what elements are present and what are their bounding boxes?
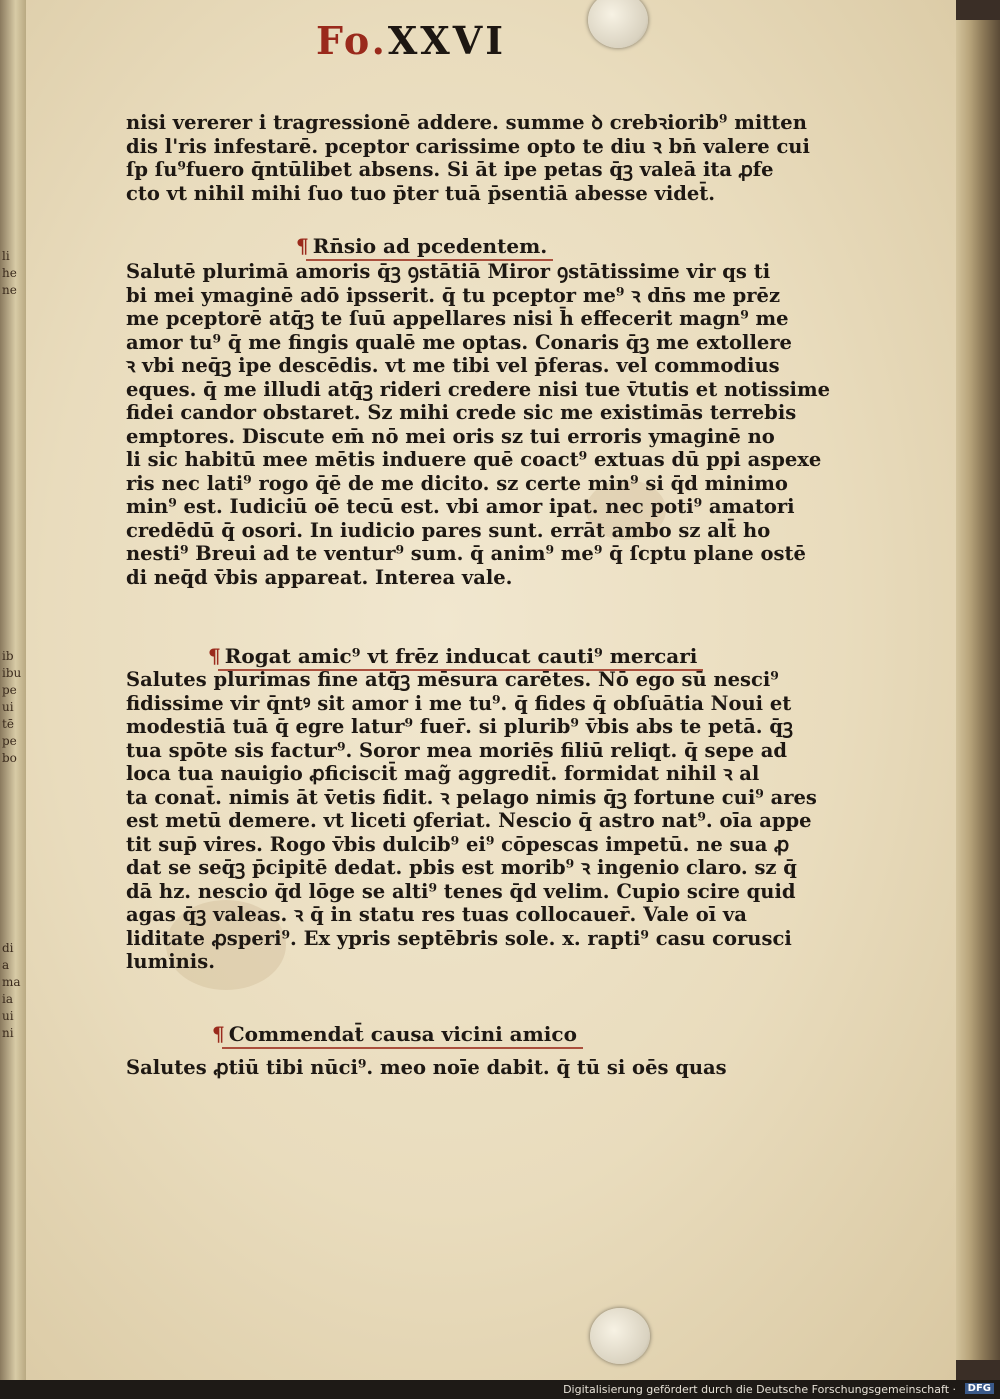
text-line: min⁹ est. Iudiciū oē tecū est. vbi amor ipat. nec poti⁹ amatori <box>126 495 795 518</box>
previous-page-edge <box>0 0 26 1380</box>
margin-fragment: ui <box>2 700 14 714</box>
margin-fragment: li <box>2 249 10 263</box>
text-line: tua spōte sis factur⁹. Soror mea moriēs filiū reliqt. q̄ sepe ad <box>126 738 788 762</box>
rubric-mark: ¶ <box>208 644 221 668</box>
heading-text: Rn̄sio ad pcedentem. <box>312 234 548 258</box>
rubric-mark: ¶ <box>212 1022 225 1046</box>
margin-fragment: di <box>2 941 14 955</box>
text-line: loca tua nauigio ꝓficiscit̄ mag̃ aggredit̄. formidat nihil ꝛ al <box>126 762 760 785</box>
section-heading-3 <box>212 1022 577 1046</box>
text-line: liditate ꝓsperi⁹. Ex ypris septēbris sole. x. rapti⁹ casu corusci <box>126 926 792 950</box>
text-line: Salutes ꝓtiū tibi nūci⁹. meo noīe dabit. q̄ tū si oēs quas <box>126 1056 727 1079</box>
text-line: me pceptorē atq̄ꝫ te ſuū appellares nisi h̄ effecerit magn⁹ me <box>126 307 789 330</box>
text-block-1 <box>126 111 810 205</box>
text-line: dā hz. nescio q̄d lōge se alti⁹ tenes q̄d velim. Cupio scire quid <box>126 879 796 903</box>
text-line: agas q̄ꝫ valeas. ꝛ q̄ in statu res tuas collocauer̄. Vale oī va <box>126 903 747 926</box>
text-line: modestiā tuā q̄ egre latur⁹ fuer̄. si plurib⁹ v̄bis abs te petā. q̄ꝫ <box>126 715 793 738</box>
text-block-3 <box>126 668 817 974</box>
margin-fragment: bo <box>2 751 17 765</box>
rubric-mark: ¶ <box>296 234 309 258</box>
margin-fragment: a <box>2 958 10 972</box>
text-line: Salutes plurimas fine atq̄ꝫ mēsura carētes. Nō ego sū nesci⁹ <box>126 668 779 691</box>
page-block-edge <box>956 20 1000 1360</box>
text-line: di neq̄d v̄bis appareat. Interea vale. <box>126 565 513 589</box>
section-heading-2 <box>208 644 697 668</box>
text-line: amor tu⁹ q̄ me fingis qualē me optas. Conaris q̄ꝫ me extollere <box>126 330 792 354</box>
text-line: li sic habitū mee mētis induere quē coact⁹ extuas dū ppi aspexe <box>126 448 822 471</box>
text-line: ſp ſu⁹fuero q̄ntūlibet absens. Si āt ipe petas q̄ꝫ valeā ita ꝓfe <box>126 158 774 181</box>
folio-number: XXVI <box>387 18 507 63</box>
text-block-4 <box>126 1056 736 1080</box>
text-line: fidei candor obstaret. Sz mihi crede sic me existimās terrebis <box>126 401 797 424</box>
text-line: bi mei ymaginē adō ipsserit. q̄ tu pceptor me⁹ ꝛ dn̄s me prēz <box>126 283 781 307</box>
funding-credit: Digitalisierung gefördert durch die Deutsche Forschungsgemeinschaft · <box>563 1383 956 1396</box>
text-block-2 <box>126 260 830 589</box>
text-line: eques. q̄ me illudi atq̄ꝫ rideri credere nisi tue v̄tutis et notissime <box>126 377 830 401</box>
rubric-underline <box>222 1047 583 1049</box>
margin-fragment: ibu <box>2 666 22 680</box>
text-line: dat se seq̄ꝫ p̄cipitē dedat. pbis est morib⁹ ꝛ ingenio claro. sz q̄ <box>126 856 797 879</box>
margin-fragment: ni <box>2 1026 14 1040</box>
text-line: luminis. <box>126 950 215 973</box>
text-line: ꝛ vbi neq̄ꝫ ipe descēdis. vt me tibi vel p̄feras. vel commodius <box>126 354 780 377</box>
section-heading-1 <box>296 234 547 258</box>
text-line: nesti⁹ Breui ad te ventur⁹ sum. q̄ anim⁹ me⁹ q̄ ſcptu plane ostē <box>126 542 806 565</box>
dfg-logo: DFG <box>965 1383 994 1394</box>
text-line: dis l'ris infestarē. pceptor carissime opto te diu ꝛ bn̄ valere cui <box>126 134 810 158</box>
margin-fragment: pe <box>2 734 17 748</box>
text-line: tit sup̄ vires. Rogo v̄bis dulcib⁹ ei⁹ cōpescas impetū. ne sua ꝓ <box>126 832 790 856</box>
folio-header <box>316 18 506 63</box>
text-line: Salutē plurimā amoris q̄ꝫ ꝯstātiā Miror ꝯstātissime vir qs ti <box>126 260 771 283</box>
text-line: emptores. Discute em̄ nō mei oris sz tui erroris ymaginē no <box>126 424 775 448</box>
margin-fragment: tē <box>2 717 14 731</box>
heading-text: Commendat̄ causa vicini amico <box>228 1022 577 1046</box>
text-line: fidissime vir q̄ntꝰ sit amor i me tu⁹. q̄ fides q̄ obſuātia Noui et <box>126 691 792 715</box>
margin-fragment: ia <box>2 992 13 1006</box>
margin-fragments-lower <box>2 940 24 1042</box>
margin-fragment: ma <box>2 975 21 989</box>
margin-fragment: ui <box>2 1009 14 1023</box>
digitization-footer <box>0 1380 1000 1399</box>
heading-text: Rogat amic⁹ vt frēz inducat cauti⁹ mercari <box>224 644 698 668</box>
folio-prefix: Fo. <box>316 18 388 63</box>
margin-fragment: ne <box>2 283 17 297</box>
text-line: credēdū q̄ osori. In iudicio pares sunt. errāt ambo sz alt̄ ho <box>126 518 771 542</box>
margin-fragment: he <box>2 266 17 280</box>
margin-fragment: pe <box>2 683 17 697</box>
text-line: cto vt nihil mihi ſuo tuo p̄ter tuā p̄sentiā abesse videt̄. <box>126 181 716 205</box>
text-line: ta conat̄. nimis āt v̄etis fidit. ꝛ pelago nimis q̄ꝫ fortune cui⁹ ares <box>126 785 817 809</box>
margin-fragments-upper <box>2 248 24 299</box>
text-line: nisi vererer i tragressionē addere. summe ꝺ crebꝛiorib⁹ mitten <box>126 111 807 134</box>
book-clasp-bottom <box>590 1308 650 1364</box>
margin-fragment: ib <box>2 649 14 663</box>
text-line: ris nec lati⁹ rogo q̄ē de me dicito. sz certe min⁹ si q̄d minimo <box>126 471 788 495</box>
margin-fragments-middle <box>2 648 24 767</box>
text-line: est metū demere. vt liceti ꝯferiat. Nescio q̄ astro nat⁹. oīa appe <box>126 809 812 832</box>
